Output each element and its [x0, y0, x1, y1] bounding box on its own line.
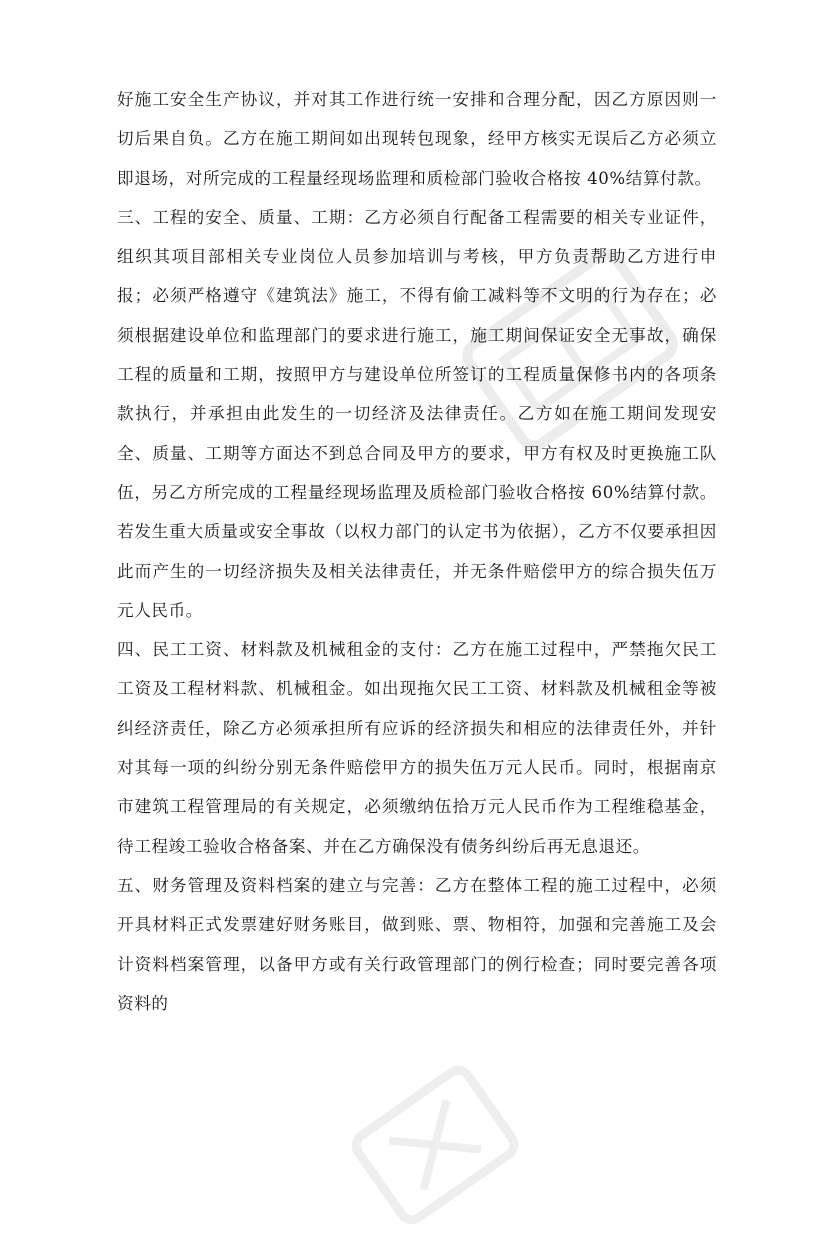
paragraph-section-4-wages-payments: 四、民工工资、材料款及机械租金的支付：乙方在施工过程中，严禁拖欠民工工资及工程材料款、机械租金。如出现拖欠民工工资、材料款及机械租金等被纠经济责任，除乙方必须承担所有应诉的经济损失和相应的法律责任外，并针对其每一项的纠纷分别无条件赔偿甲方的损失伍万元人民币。同时，根据南京市建筑工程管理局的有关规定，必须缴纳伍拾万元人民币作为工程维稳基金，待工程竣工验收合格备案、并在乙方确保没有债务纠纷后再无息退还。 — [117, 640, 717, 856]
paragraph-section-5-finance-records: 五、财务管理及资料档案的建立与完善：乙方在整体工程的施工过程中，必须开具材料正式发票建好财务账目，做到账、票、物相符，加强和完善施工及会计资料档案管理，以备甲方或有关行政管理部门的例行检查；同时要完善各项资料的 — [117, 875, 717, 1013]
paragraph-continuation: 好施工安全生产协议，并对其工作进行统一安排和合理分配，因乙方原因则一切后果自负。乙方在施工期间如出现转包现象，经甲方核实无误后乙方必须立即退场，对所完成的工程量经现场监理和质检部门验收合格按 40%结算付款。 — [117, 90, 717, 188]
watermark-logo-bottom — [339, 1053, 531, 1237]
document-body — [117, 80, 717, 1023]
paragraph-section-3-safety-quality-schedule: 三、工程的安全、质量、工期：乙方必须自行配备工程需要的相关专业证件，组织其项目部相关专业岗位人员参加培训与考核，甲方负责帮助乙方进行申报；必须严格遵守《建筑法》施工，不得有偷工减料等不文明的行为存在；必须根据建设单位和监理部门的要求进行施工，施工期间保证安全无事故，确保工程的质量和工期，按照甲方与建设单位所签订的工程质量保修书内的各项条款执行，并承担由此发生的一切经济及法律责任。乙方如在施工期间发现安全、质量、工期等方面达不到总合同及甲方的要求，甲方有权及时更换施工队伍，另乙方所完成的工程量经现场监理及质检部门验收合格按 60%结算付款。若发生重大质量或安全事故（以权力部门的认定书为依据），乙方不仅要承担因此而产生的一切经济损失及相关法律责任，并无条件赔偿甲方的综合损失伍万元人民币。 — [117, 207, 717, 620]
